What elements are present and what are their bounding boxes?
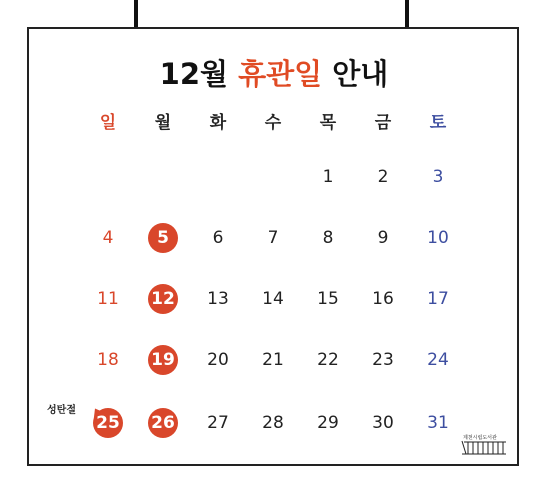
calendar-day-22: 22 xyxy=(317,350,339,370)
title-accent: 휴관일 xyxy=(238,57,323,91)
calendar-day-11: 11 xyxy=(97,289,119,309)
calendar-day-3: 3 xyxy=(432,167,444,187)
holiday-day-12: 12 xyxy=(148,284,178,314)
weekday-wed: 수 xyxy=(264,112,282,133)
page-title xyxy=(0,52,548,93)
weekday-fri: 금 xyxy=(374,112,392,133)
weekday-mon: 월 xyxy=(154,112,172,133)
calendar-day-14: 14 xyxy=(262,289,284,309)
calendar-day-10: 10 xyxy=(427,228,449,248)
weekday-sat: 토 xyxy=(429,112,447,133)
weekday-sun: 일 xyxy=(99,112,117,133)
calendar-day-23: 23 xyxy=(372,350,394,370)
calendar-day-29: 29 xyxy=(317,413,339,433)
library-logo xyxy=(460,433,508,455)
calendar-day-1: 1 xyxy=(322,167,334,187)
calendar-day-6: 6 xyxy=(212,228,224,248)
calendar-day-28: 28 xyxy=(262,413,284,433)
calendar-day-20: 20 xyxy=(207,350,229,370)
calendar-day-21: 21 xyxy=(262,350,284,370)
christmas-label: 성탄절 xyxy=(47,405,76,416)
holiday-day-25: 25 xyxy=(93,408,123,438)
calendar-day-24: 24 xyxy=(427,350,449,370)
calendar-day-8: 8 xyxy=(322,228,334,248)
calendar-day-17: 17 xyxy=(427,289,449,309)
title-suffix: 안내 xyxy=(322,57,389,91)
calendar-day-7: 7 xyxy=(267,228,279,248)
weekday-thu: 목 xyxy=(319,112,337,133)
calendar-day-18: 18 xyxy=(97,350,119,370)
library-logo-text: 제천시립도서관 xyxy=(463,435,497,441)
calendar-day-27: 27 xyxy=(207,413,229,433)
title-prefix: 12월 xyxy=(159,57,239,91)
holiday-day-26: 26 xyxy=(148,408,178,438)
calendar-day-31: 31 xyxy=(427,413,449,433)
calendar-day-13: 13 xyxy=(207,289,229,309)
calendar-day-4: 4 xyxy=(102,228,114,248)
calendar-day-30: 30 xyxy=(372,413,394,433)
calendar-day-16: 16 xyxy=(372,289,394,309)
weekday-tue: 화 xyxy=(209,112,227,133)
holiday-day-5: 5 xyxy=(148,223,178,253)
calendar-day-2: 2 xyxy=(377,167,389,187)
holiday-day-19: 19 xyxy=(148,345,178,375)
calendar-day-15: 15 xyxy=(317,289,339,309)
calendar-day-9: 9 xyxy=(377,228,389,248)
